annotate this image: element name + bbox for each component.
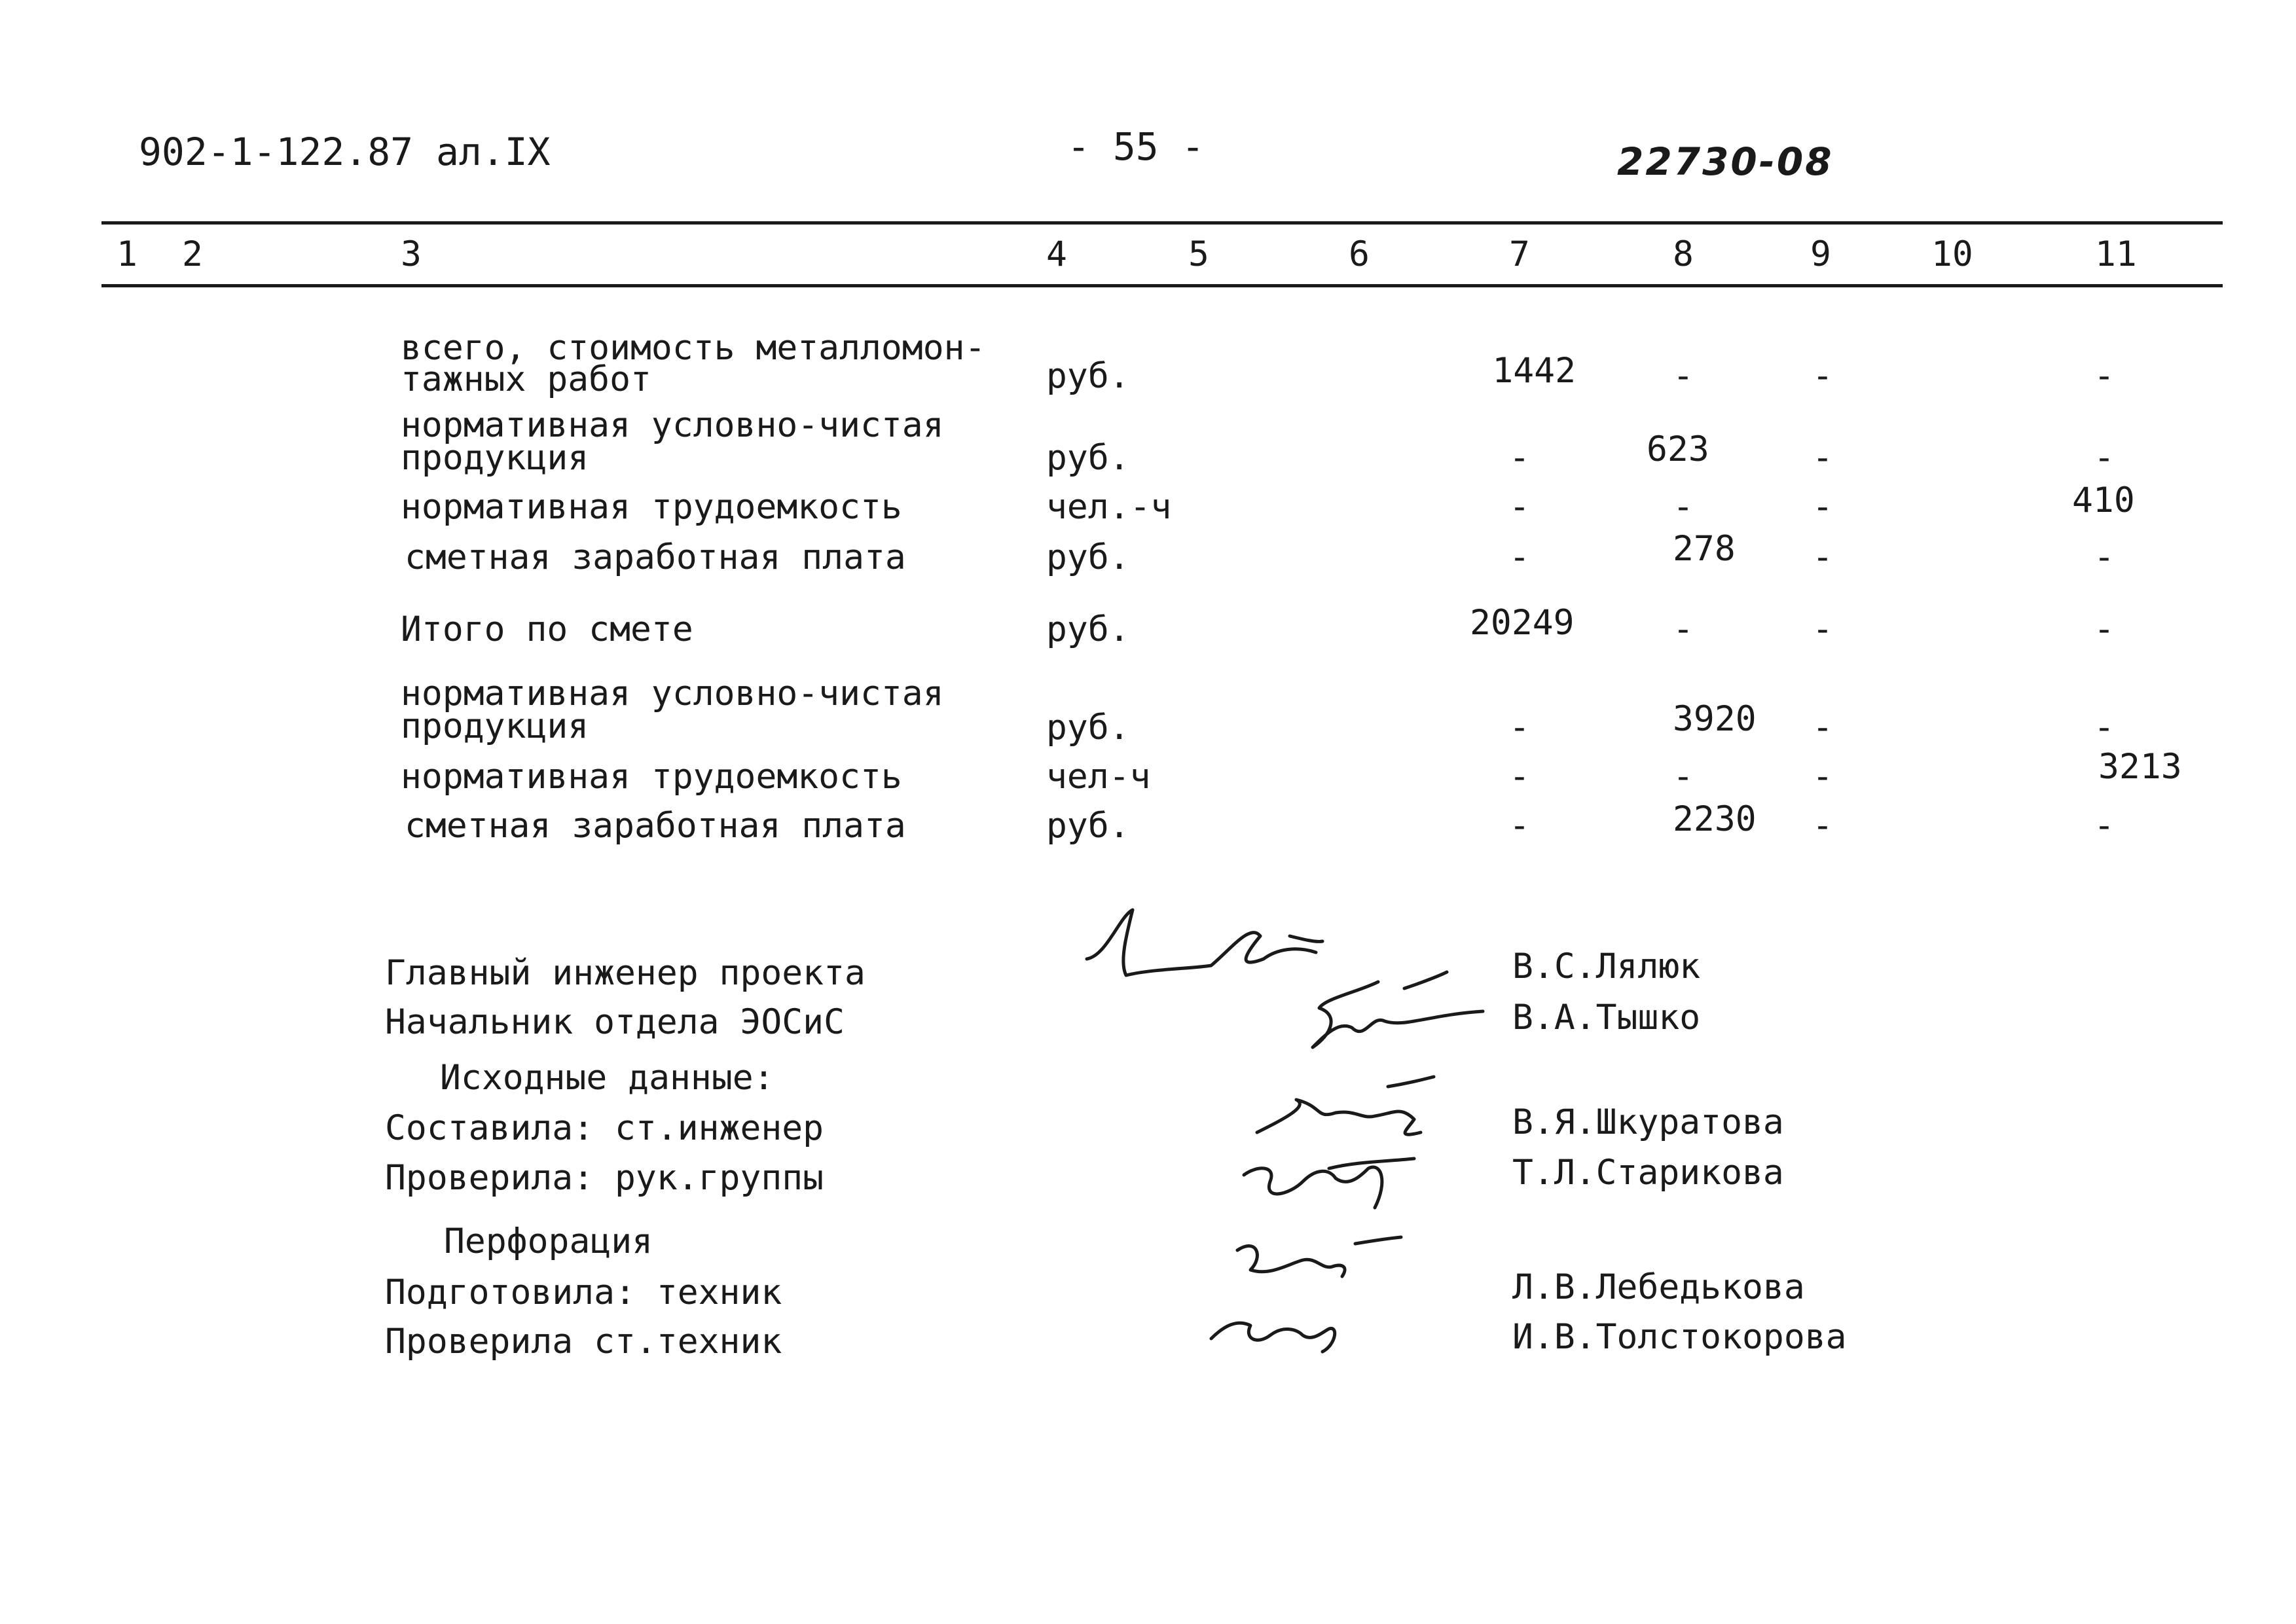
page-number: - 55 -	[1067, 124, 1205, 169]
column-header: 9	[1810, 234, 1831, 274]
cell-col8: -	[1673, 757, 1694, 797]
column-header: 11	[2095, 234, 2137, 274]
signer-role: Подготовила: техник	[385, 1272, 782, 1312]
cell-col8: 278	[1673, 529, 1736, 569]
column-header: 4	[1046, 234, 1067, 274]
row-unit: руб.	[1046, 537, 1130, 577]
cell-col11: -	[2094, 438, 2115, 478]
signer-role: Начальник отдела ЭОСиС	[385, 1002, 845, 1042]
row-unit: чел-ч	[1046, 757, 1151, 797]
cell-col9: -	[1812, 708, 1833, 748]
handwritten-signature	[1218, 1231, 1427, 1296]
row-description: нормативная трудоемкость	[401, 757, 902, 797]
row-description-cont: тажных работ	[401, 359, 651, 399]
signer-name: И.В.Толстокорова	[1512, 1317, 1847, 1357]
cell-col9: -	[1812, 537, 1833, 577]
inventory-stamp: 22730-08	[1617, 139, 1834, 184]
handwritten-signature	[1198, 1299, 1381, 1358]
row-unit: руб.	[1046, 356, 1130, 396]
cell-col9: -	[1812, 757, 1833, 797]
table-header-rule	[101, 284, 2223, 287]
signer-name: В.С.Лялюк	[1512, 947, 1701, 986]
cell-col7: 20249	[1470, 603, 1575, 643]
cell-col11: -	[2094, 537, 2115, 577]
signer-role: Проверила: рук.группы	[385, 1158, 824, 1198]
signer-role: Проверила ст.техник	[385, 1322, 782, 1362]
cell-col7: 1442	[1492, 351, 1576, 391]
signer-name: Т.Л.Старикова	[1512, 1153, 1784, 1193]
signer-name: В.Я.Шкуратова	[1512, 1102, 1784, 1142]
cell-col7: -	[1509, 438, 1530, 478]
cell-col11: 3213	[2098, 747, 2182, 787]
section-heading: Перфорация	[444, 1221, 653, 1261]
cell-col11: -	[2094, 708, 2115, 748]
cell-col8: -	[1673, 356, 1694, 396]
cell-col8: 3920	[1673, 699, 1757, 739]
cell-col7: -	[1509, 806, 1530, 846]
handwritten-signature	[1300, 969, 1496, 1060]
column-header: 10	[1931, 234, 1973, 274]
row-description: сметная заработная плата	[405, 537, 906, 577]
column-header: 5	[1188, 234, 1209, 274]
signer-name: Л.В.Лебедькова	[1512, 1267, 1805, 1307]
column-header: 6	[1349, 234, 1370, 274]
signer-name: В.А.Тышко	[1512, 998, 1701, 1038]
cell-col7: -	[1509, 708, 1530, 748]
row-description: всего, стоимость металломон-	[401, 328, 986, 368]
cell-col9: -	[1812, 438, 1833, 478]
column-header: 7	[1509, 234, 1530, 274]
cell-col7: -	[1509, 537, 1530, 577]
row-unit: руб.	[1046, 708, 1130, 748]
row-description: Итого по смете	[401, 609, 693, 649]
cell-col11: -	[2094, 609, 2115, 649]
row-unit: руб.	[1046, 609, 1130, 649]
cell-col9: -	[1812, 609, 1833, 649]
cell-col9: -	[1812, 356, 1833, 396]
cell-col11: -	[2094, 356, 2115, 396]
column-header: 3	[401, 234, 422, 274]
cell-col8: -	[1673, 609, 1694, 649]
cell-col9: -	[1812, 487, 1833, 527]
row-description: нормативная условно-чистая	[401, 405, 944, 445]
row-description-cont: продукция	[401, 438, 589, 478]
row-unit: чел.-ч	[1046, 487, 1172, 527]
row-description: сметная заработная плата	[405, 806, 906, 846]
handwritten-signature	[1231, 1142, 1467, 1221]
cell-col11: 410	[2072, 480, 2135, 520]
cell-col11: -	[2094, 806, 2115, 846]
cell-col7: -	[1509, 757, 1530, 797]
row-description: нормативная трудоемкость	[401, 487, 902, 527]
cell-col7: -	[1509, 487, 1530, 527]
row-unit: руб.	[1046, 438, 1130, 478]
row-description-cont: продукция	[401, 706, 589, 746]
section-heading: Исходные данные:	[440, 1058, 774, 1098]
column-header: 1	[117, 234, 137, 274]
signer-role: Главный инженер проекта	[385, 953, 866, 993]
cell-col9: -	[1812, 806, 1833, 846]
cell-col8: 623	[1647, 429, 1709, 469]
signer-role: Составила: ст.инженер	[385, 1108, 824, 1148]
row-description: нормативная условно-чистая	[401, 674, 944, 713]
table-top-rule	[101, 221, 2223, 225]
row-unit: руб.	[1046, 806, 1130, 846]
cell-col8: 2230	[1673, 799, 1757, 839]
column-header: 8	[1673, 234, 1694, 274]
document-code: 902-1-122.87 ал.IX	[139, 130, 551, 174]
column-header: 2	[182, 234, 203, 274]
cell-col8: -	[1673, 487, 1694, 527]
